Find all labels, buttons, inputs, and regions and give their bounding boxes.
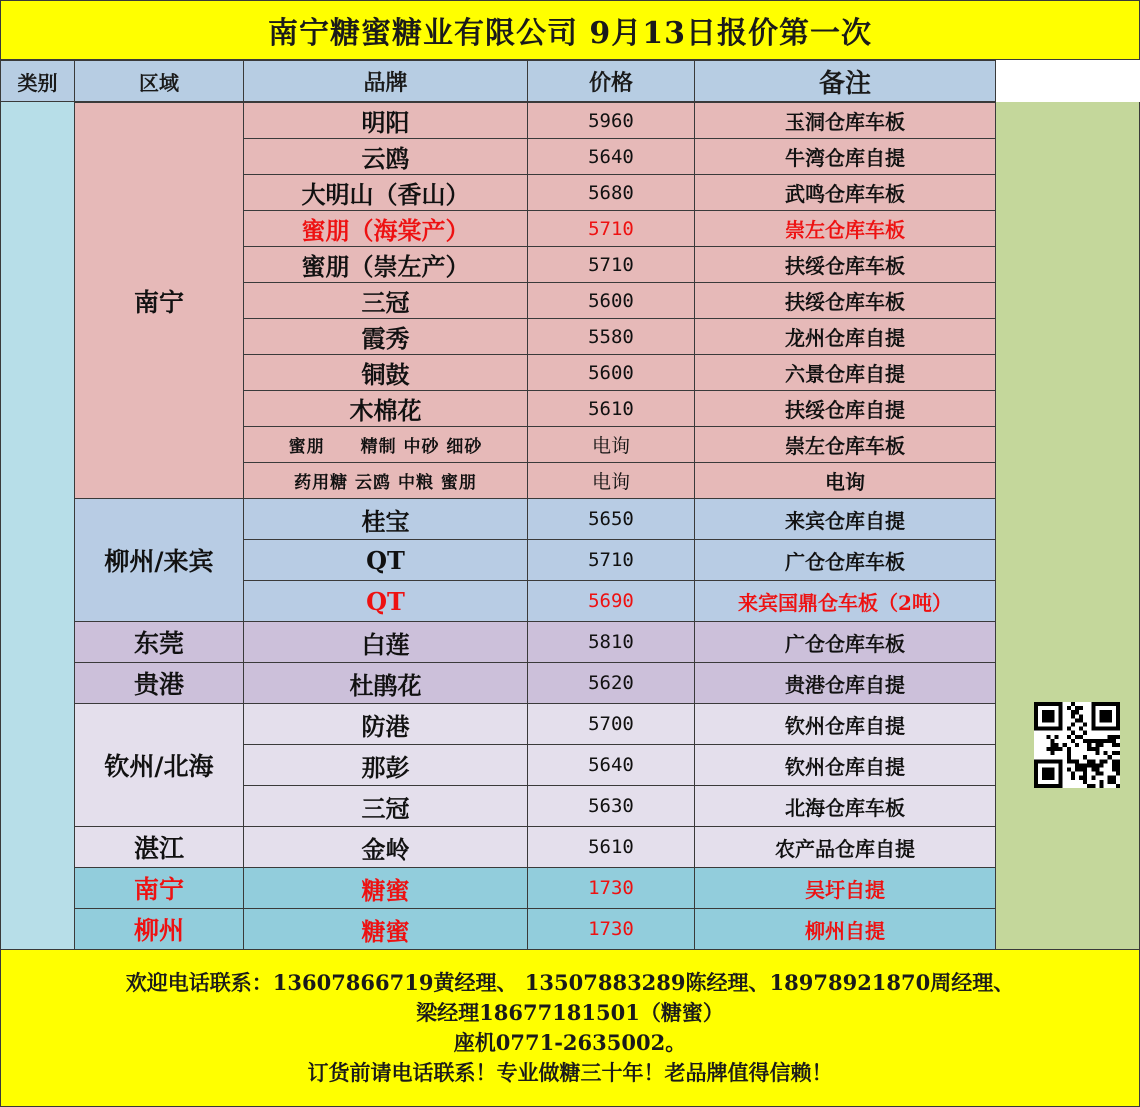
brand-cell: 那彭 <box>243 744 528 786</box>
footer-line-3: 座机0771-2635002。 <box>453 1030 687 1055</box>
note-cell: 广仓仓库车板 <box>694 621 996 663</box>
note-cell: 扶绥仓库车板 <box>694 282 996 319</box>
header-price: 价格 <box>527 60 695 102</box>
price-cell: 5710 <box>527 539 695 581</box>
brand-cell: 大明山（香山） <box>243 174 528 211</box>
note-cell: 北海仓库车板 <box>694 785 996 827</box>
footer-line-4: 订货前请电话联系！专业做糖三十年！老品牌值得信赖！ <box>307 1060 833 1085</box>
brand-cell: 蜜朋（崇左产） <box>243 246 528 283</box>
note-cell: 柳州自提 <box>694 908 996 950</box>
brand-cell: 杜鹃花 <box>243 662 528 704</box>
qr-code-icon <box>1034 702 1120 788</box>
price-cell: 1730 <box>527 908 695 950</box>
brand-cell: 金岭 <box>243 826 528 868</box>
note-cell: 钦州仓库自提 <box>694 703 996 745</box>
price-cell: 5640 <box>527 138 695 175</box>
note-cell: 玉洞仓库车板 <box>694 102 996 139</box>
brand-cell: 药用糖 云鸥 中粮 蜜朋 <box>243 462 528 499</box>
note-cell: 牛湾仓库自提 <box>694 138 996 175</box>
footer-line-2: 梁经理18677181501（糖蜜） <box>416 1000 724 1025</box>
note-cell: 广仓仓库车板 <box>694 539 996 581</box>
header-region: 区域 <box>74 60 244 102</box>
brand-cell: 桂宝 <box>243 498 528 540</box>
price-cell: 5960 <box>527 102 695 139</box>
note-cell: 扶绥仓库自提 <box>694 390 996 427</box>
brand-cell: QT <box>243 539 528 581</box>
brand-cell: 三冠 <box>243 282 528 319</box>
region-qinzhou-beihai: 钦州/北海 <box>74 703 244 827</box>
price-cell: 1730 <box>527 867 695 909</box>
contact-footer <box>0 949 1140 1107</box>
price-cell: 5640 <box>527 744 695 786</box>
note-cell: 武鸣仓库车板 <box>694 174 996 211</box>
region-nanning: 南宁 <box>74 102 244 499</box>
brand-cell: 明阳 <box>243 102 528 139</box>
price-cell: 5580 <box>527 318 695 355</box>
note-cell: 吴圩自提 <box>694 867 996 909</box>
brand-cell: 防港 <box>243 703 528 745</box>
note-cell: 龙州仓库自提 <box>694 318 996 355</box>
price-cell: 5680 <box>527 174 695 211</box>
note-cell: 贵港仓库自提 <box>694 662 996 704</box>
brand-cell: 白莲 <box>243 621 528 663</box>
note-cell: 电询 <box>694 462 996 499</box>
brand-cell: 云鸥 <box>243 138 528 175</box>
price-cell: 5810 <box>527 621 695 663</box>
price-cell: 5620 <box>527 662 695 704</box>
note-cell: 来宾国鼎仓车板（2吨） <box>694 580 996 622</box>
region-liuzhou-laibin: 柳州/来宾 <box>74 498 244 622</box>
page-title: 南宁糖蜜糖业有限公司 9月13日报价第一次 <box>0 0 1140 60</box>
brand-cell: 三冠 <box>243 785 528 827</box>
price-cell: 电询 <box>527 462 695 499</box>
price-cell: 5710 <box>527 210 695 247</box>
note-cell: 钦州仓库自提 <box>694 744 996 786</box>
note-cell: 六景仓库自提 <box>694 354 996 391</box>
price-cell: 5650 <box>527 498 695 540</box>
side-panel <box>995 102 1140 950</box>
brand-cell: 蜜朋（海棠产） <box>243 210 528 247</box>
brand-cell: 木棉花 <box>243 390 528 427</box>
region-dongguan: 东莞 <box>74 621 244 663</box>
note-cell: 崇左仓库车板 <box>694 426 996 463</box>
note-cell: 来宾仓库自提 <box>694 498 996 540</box>
price-cell: 5690 <box>527 580 695 622</box>
price-cell: 5610 <box>527 826 695 868</box>
note-cell: 崇左仓库车板 <box>694 210 996 247</box>
region-nanning-molasses: 南宁 <box>74 867 244 909</box>
header-note: 备注 <box>694 60 996 102</box>
footer-line-1: 欢迎电话联系：13607866719黄经理、 13507883289陈经理、18978921870周经理、 <box>125 970 1015 995</box>
brand-cell: 铜鼓 <box>243 354 528 391</box>
price-cell: 电询 <box>527 426 695 463</box>
price-cell: 5700 <box>527 703 695 745</box>
note-cell: 扶绥仓库车板 <box>694 246 996 283</box>
note-cell: 农产品仓库自提 <box>694 826 996 868</box>
region-guigang: 贵港 <box>74 662 244 704</box>
brand-cell: 糖蜜 <box>243 908 528 950</box>
price-cell: 5710 <box>527 246 695 283</box>
price-cell: 5630 <box>527 785 695 827</box>
price-cell: 5610 <box>527 390 695 427</box>
brand-cell: 霞秀 <box>243 318 528 355</box>
price-cell: 5600 <box>527 282 695 319</box>
region-zhanjiang: 湛江 <box>74 826 244 868</box>
header-brand: 品牌 <box>243 60 528 102</box>
region-liuzhou-molasses: 柳州 <box>74 908 244 950</box>
brand-cell: 蜜朋 精制 中砂 细砂 <box>243 426 528 463</box>
category-column <box>0 102 75 950</box>
brand-cell: QT <box>243 580 528 622</box>
brand-cell: 糖蜜 <box>243 867 528 909</box>
price-cell: 5600 <box>527 354 695 391</box>
header-category: 类别 <box>0 60 75 102</box>
